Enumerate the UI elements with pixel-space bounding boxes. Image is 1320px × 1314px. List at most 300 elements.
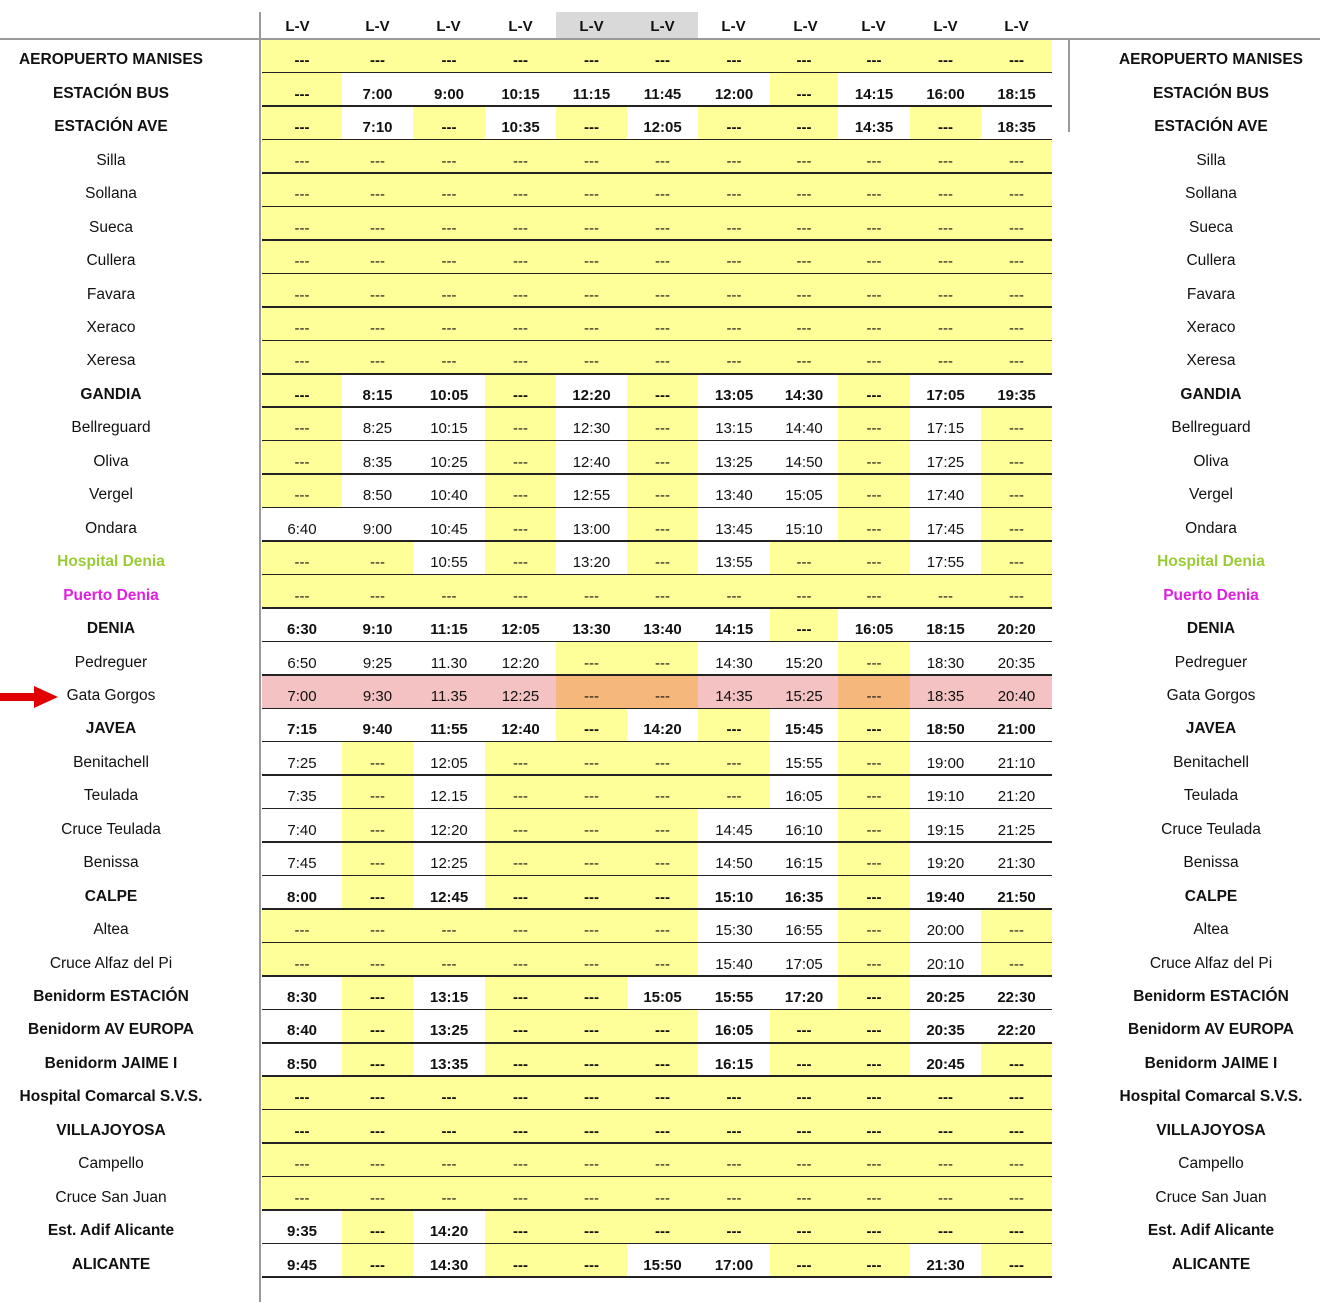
time-cell: --- xyxy=(485,441,556,474)
stop-name-left: Xeraco xyxy=(86,319,136,337)
stop-name-left: ESTACIÓN BUS xyxy=(53,84,169,102)
time-cell: --- xyxy=(342,308,413,341)
time-cell: 19:20 xyxy=(910,843,981,876)
time-cell: 14:35 xyxy=(698,676,770,709)
time-cell: --- xyxy=(698,1177,770,1210)
time-cell: --- xyxy=(838,408,910,441)
time-cell: --- xyxy=(627,1144,698,1177)
time-cell: 16:00 xyxy=(910,73,981,106)
time-cell: --- xyxy=(485,1044,556,1077)
time-cell: --- xyxy=(342,575,413,608)
time-cell: --- xyxy=(413,910,485,943)
time-cell: --- xyxy=(556,876,627,909)
time-cell: --- xyxy=(770,73,838,106)
time-cell: --- xyxy=(910,1211,981,1244)
time-cell: --- xyxy=(627,1044,698,1077)
time-cell: --- xyxy=(342,1044,413,1077)
stop-name-left: Altea xyxy=(93,921,129,939)
time-cell: 15:50 xyxy=(627,1244,698,1277)
stop-name-right: GANDIA xyxy=(1180,385,1242,403)
time-cell: --- xyxy=(770,308,838,341)
stop-name-right: CALPE xyxy=(1184,887,1238,905)
time-cell: --- xyxy=(342,1110,413,1143)
stop-name-left: Xeresa xyxy=(86,352,136,370)
stop-name-left: Benidorm JAIME I xyxy=(44,1054,178,1072)
time-cell: --- xyxy=(262,475,342,508)
stop-name-left: Benitachell xyxy=(73,753,149,771)
time-cell: --- xyxy=(698,40,770,73)
time-cell: --- xyxy=(838,1110,910,1143)
time-cell: --- xyxy=(910,1144,981,1177)
stop-name-right: Hospital Comarcal S.V.S. xyxy=(1119,1088,1303,1106)
time-cell: --- xyxy=(262,40,342,73)
time-cell: --- xyxy=(262,910,342,943)
time-cell: --- xyxy=(262,1144,342,1177)
time-cell: --- xyxy=(981,1077,1052,1110)
time-cell: 16:05 xyxy=(770,776,838,809)
time-cell: --- xyxy=(838,843,910,876)
time-cell: --- xyxy=(556,274,627,307)
time-cell: --- xyxy=(556,241,627,274)
time-cell: --- xyxy=(485,140,556,173)
time-cell: --- xyxy=(413,107,485,140)
time-cell: --- xyxy=(485,174,556,207)
time-cell: --- xyxy=(838,943,910,976)
time-cell: --- xyxy=(262,308,342,341)
time-cell: --- xyxy=(485,274,556,307)
time-cell: 14:30 xyxy=(770,375,838,408)
stop-name-left: Oliva xyxy=(93,452,129,470)
time-cell: --- xyxy=(698,174,770,207)
stop-name-left: Hospital Denia xyxy=(57,553,165,571)
time-cell: --- xyxy=(485,1110,556,1143)
time-cell: 14:30 xyxy=(698,642,770,675)
stop-name-right: Favara xyxy=(1186,285,1236,303)
time-cell: 13:25 xyxy=(698,441,770,474)
time-cell: --- xyxy=(838,241,910,274)
time-cell: --- xyxy=(485,910,556,943)
time-cell: 7:45 xyxy=(262,843,342,876)
time-cell: 16:55 xyxy=(770,910,838,943)
stop-name-left: Cullera xyxy=(86,252,136,270)
time-cell: 17:20 xyxy=(770,977,838,1010)
time-cell: 13:15 xyxy=(413,977,485,1010)
stop-name-left: ALICANTE xyxy=(71,1255,151,1273)
time-cell: --- xyxy=(838,1144,910,1177)
time-cell: --- xyxy=(981,1211,1052,1244)
stop-name-right: ALICANTE xyxy=(1171,1255,1251,1273)
time-cell: --- xyxy=(698,575,770,608)
time-cell: 7:40 xyxy=(262,809,342,842)
time-cell: 12.15 xyxy=(413,776,485,809)
time-cell: --- xyxy=(262,575,342,608)
stop-name-right: Altea xyxy=(1193,921,1229,939)
time-cell: --- xyxy=(770,1077,838,1110)
time-cell: 9:30 xyxy=(342,676,413,709)
time-cell: --- xyxy=(838,1077,910,1110)
time-cell: --- xyxy=(556,1044,627,1077)
stop-name-right: Benidorm AV EUROPA xyxy=(1128,1021,1294,1039)
time-cell: --- xyxy=(262,241,342,274)
time-cell: 20:20 xyxy=(981,609,1052,642)
time-cell: --- xyxy=(981,174,1052,207)
column-header: L-V xyxy=(436,18,461,35)
time-cell: --- xyxy=(342,1010,413,1043)
time-cell: 7:00 xyxy=(262,676,342,709)
time-cell: 22:30 xyxy=(981,977,1052,1010)
time-cell: --- xyxy=(485,742,556,775)
time-cell: --- xyxy=(342,910,413,943)
time-cell: 17:15 xyxy=(910,408,981,441)
time-cell: --- xyxy=(556,174,627,207)
time-cell: --- xyxy=(698,776,770,809)
time-cell: --- xyxy=(262,107,342,140)
stop-name-right: JAVEA xyxy=(1185,720,1237,738)
time-cell: --- xyxy=(910,308,981,341)
stop-name-right: Campello xyxy=(1178,1155,1244,1173)
time-cell: --- xyxy=(910,1077,981,1110)
time-cell: 12:45 xyxy=(413,876,485,909)
stop-name-left: Teulada xyxy=(83,787,139,805)
time-cell: 6:30 xyxy=(262,609,342,642)
stop-name-left: Vergel xyxy=(89,486,133,504)
time-cell: --- xyxy=(770,274,838,307)
time-cell: --- xyxy=(770,542,838,575)
time-cell: 7:00 xyxy=(342,73,413,106)
time-cell: 15:45 xyxy=(770,709,838,742)
time-cell: --- xyxy=(485,40,556,73)
stop-name-right: Benidorm JAIME I xyxy=(1144,1054,1278,1072)
time-cell: 16:10 xyxy=(770,809,838,842)
time-cell: --- xyxy=(698,274,770,307)
time-cell: 15:05 xyxy=(770,475,838,508)
time-cell: --- xyxy=(698,1211,770,1244)
time-cell: 12:55 xyxy=(556,475,627,508)
time-cell: 14:50 xyxy=(698,843,770,876)
time-cell: --- xyxy=(698,341,770,374)
time-cell: 12:25 xyxy=(485,676,556,709)
time-cell: --- xyxy=(627,1177,698,1210)
time-cell: --- xyxy=(698,742,770,775)
column-header: L-V xyxy=(285,18,310,35)
stop-name-left: Cruce Teulada xyxy=(61,820,161,838)
time-cell: --- xyxy=(981,542,1052,575)
stop-name-left: AEROPUERTO MANISES xyxy=(18,51,204,69)
time-cell: 17:00 xyxy=(698,1244,770,1277)
time-cell: --- xyxy=(262,943,342,976)
stop-name-right: Pedreguer xyxy=(1174,653,1248,671)
time-cell: --- xyxy=(838,341,910,374)
time-cell: 15:55 xyxy=(698,977,770,1010)
time-cell: 7:10 xyxy=(342,107,413,140)
column-header: L-V xyxy=(627,12,698,38)
time-cell: --- xyxy=(413,207,485,240)
time-cell: --- xyxy=(413,943,485,976)
time-cell: --- xyxy=(262,441,342,474)
time-cell: 8:35 xyxy=(342,441,413,474)
time-cell: --- xyxy=(413,1110,485,1143)
time-cell: 16:35 xyxy=(770,876,838,909)
stop-name-right: Puerto Denia xyxy=(1163,586,1259,604)
time-cell: --- xyxy=(627,676,698,709)
time-cell: 17:45 xyxy=(910,508,981,541)
time-cell: 12:30 xyxy=(556,408,627,441)
time-cell: --- xyxy=(981,341,1052,374)
time-cell: --- xyxy=(342,1244,413,1277)
time-cell: 9:45 xyxy=(262,1244,342,1277)
time-cell: --- xyxy=(627,140,698,173)
time-cell: 21:25 xyxy=(981,809,1052,842)
time-cell: --- xyxy=(770,1044,838,1077)
time-cell: --- xyxy=(262,174,342,207)
time-cell: 12:05 xyxy=(413,742,485,775)
time-cell: 13:35 xyxy=(413,1044,485,1077)
time-cell: 14:50 xyxy=(770,441,838,474)
time-cell: --- xyxy=(556,742,627,775)
time-cell: --- xyxy=(838,207,910,240)
time-cell: 21:30 xyxy=(981,843,1052,876)
stop-name-right: Vergel xyxy=(1189,486,1233,504)
time-cell: 15:20 xyxy=(770,642,838,675)
time-cell: --- xyxy=(556,40,627,73)
time-cell: --- xyxy=(981,40,1052,73)
time-cell: --- xyxy=(981,308,1052,341)
time-cell: 18:35 xyxy=(981,107,1052,140)
time-cell: 15:05 xyxy=(627,977,698,1010)
time-cell: --- xyxy=(698,1077,770,1110)
time-cell: --- xyxy=(910,341,981,374)
time-cell: --- xyxy=(838,676,910,709)
time-cell: --- xyxy=(838,977,910,1010)
time-cell: 21:10 xyxy=(981,742,1052,775)
time-cell: --- xyxy=(627,174,698,207)
time-cell: --- xyxy=(556,709,627,742)
time-cell: --- xyxy=(627,475,698,508)
time-cell: --- xyxy=(627,207,698,240)
stop-name-left: Benidorm AV EUROPA xyxy=(28,1021,194,1039)
time-cell: --- xyxy=(627,241,698,274)
stop-name-right: Silla xyxy=(1196,151,1226,169)
time-cell: --- xyxy=(262,73,342,106)
time-cell: 19:10 xyxy=(910,776,981,809)
stop-name-left: Sueca xyxy=(89,218,133,236)
time-cell: 13:40 xyxy=(627,609,698,642)
time-cell: --- xyxy=(627,809,698,842)
time-cell: --- xyxy=(770,174,838,207)
time-cell: --- xyxy=(770,40,838,73)
time-cell: --- xyxy=(342,241,413,274)
time-cell: --- xyxy=(556,676,627,709)
time-cell: --- xyxy=(627,408,698,441)
time-cell: --- xyxy=(627,308,698,341)
stop-name-left: GANDIA xyxy=(80,385,142,403)
time-cell: --- xyxy=(342,876,413,909)
stop-name-left: Bellreguard xyxy=(71,419,151,437)
time-cell: 15:10 xyxy=(698,876,770,909)
time-cell: --- xyxy=(770,1211,838,1244)
time-cell: --- xyxy=(556,1110,627,1143)
time-cell: --- xyxy=(770,1244,838,1277)
time-cell: 13:40 xyxy=(698,475,770,508)
time-cell: 13:30 xyxy=(556,609,627,642)
time-cell: 6:40 xyxy=(262,508,342,541)
time-cell: 13:15 xyxy=(698,408,770,441)
time-cell: 6:50 xyxy=(262,642,342,675)
stop-name-right: ESTACIÓN BUS xyxy=(1153,84,1269,102)
time-cell: --- xyxy=(838,776,910,809)
stop-name-left: VILLAJOYOSA xyxy=(56,1121,166,1139)
time-cell: 8:25 xyxy=(342,408,413,441)
time-cell: 14:45 xyxy=(698,809,770,842)
time-cell: 17:55 xyxy=(910,542,981,575)
time-cell: 14:20 xyxy=(413,1211,485,1244)
time-cell: 20:10 xyxy=(910,943,981,976)
time-cell: 7:15 xyxy=(262,709,342,742)
time-cell: --- xyxy=(910,40,981,73)
time-cell: --- xyxy=(556,1177,627,1210)
time-cell: --- xyxy=(485,776,556,809)
time-cell: --- xyxy=(981,943,1052,976)
time-cell: 10:15 xyxy=(485,73,556,106)
time-cell: --- xyxy=(556,1244,627,1277)
time-cell: --- xyxy=(485,1144,556,1177)
time-cell: --- xyxy=(838,274,910,307)
time-cell: --- xyxy=(627,1077,698,1110)
time-cell: --- xyxy=(342,274,413,307)
time-cell: 13:25 xyxy=(413,1010,485,1043)
time-cell: --- xyxy=(556,575,627,608)
stop-name-right: VILLAJOYOSA xyxy=(1156,1121,1266,1139)
time-cell: --- xyxy=(485,542,556,575)
time-cell: --- xyxy=(413,274,485,307)
time-cell: 8:30 xyxy=(262,977,342,1010)
time-cell: --- xyxy=(262,1077,342,1110)
time-cell: 12:20 xyxy=(556,375,627,408)
time-cell: 12:20 xyxy=(485,642,556,675)
time-cell: --- xyxy=(485,943,556,976)
time-cell: 16:15 xyxy=(698,1044,770,1077)
time-cell: --- xyxy=(556,943,627,976)
time-cell: --- xyxy=(627,642,698,675)
time-cell: --- xyxy=(262,274,342,307)
time-cell: --- xyxy=(770,1010,838,1043)
column-header: L-V xyxy=(933,18,958,35)
time-cell: --- xyxy=(838,1211,910,1244)
time-cell: 17:40 xyxy=(910,475,981,508)
time-cell: --- xyxy=(770,107,838,140)
time-cell: --- xyxy=(838,876,910,909)
stop-name-right: Xeresa xyxy=(1186,352,1236,370)
column-header: L-V xyxy=(861,18,886,35)
time-cell: --- xyxy=(556,642,627,675)
time-cell: 10:45 xyxy=(413,508,485,541)
time-cell: 14:30 xyxy=(413,1244,485,1277)
stop-name-right: Teulada xyxy=(1183,787,1239,805)
stop-name-right: Xeraco xyxy=(1186,319,1236,337)
time-cell: 10:15 xyxy=(413,408,485,441)
time-cell: --- xyxy=(627,1110,698,1143)
stop-name-right: Gata Gorgos xyxy=(1166,686,1256,704)
stop-name-left: DENIA xyxy=(86,620,136,638)
stop-name-right: Bellreguard xyxy=(1171,419,1251,437)
stop-name-right: Hospital Denia xyxy=(1157,553,1265,571)
stop-name-left: Silla xyxy=(96,151,126,169)
time-cell: 18:15 xyxy=(910,609,981,642)
time-cell: --- xyxy=(262,375,342,408)
time-cell: --- xyxy=(770,140,838,173)
time-cell: --- xyxy=(910,1110,981,1143)
time-cell: 18:30 xyxy=(910,642,981,675)
time-cell: 13:20 xyxy=(556,542,627,575)
time-cell: --- xyxy=(556,910,627,943)
stop-name-left: Sollana xyxy=(85,185,137,203)
time-cell: --- xyxy=(838,910,910,943)
time-cell: --- xyxy=(981,475,1052,508)
time-cell: 13:05 xyxy=(698,375,770,408)
stop-name-right: Benissa xyxy=(1183,854,1239,872)
time-cell: 12:05 xyxy=(485,609,556,642)
time-cell: --- xyxy=(627,274,698,307)
time-cell: --- xyxy=(698,1144,770,1177)
stop-name-right: Est. Adif Alicante xyxy=(1147,1222,1275,1240)
time-cell: --- xyxy=(485,308,556,341)
time-cell: --- xyxy=(342,174,413,207)
column-header: L-V xyxy=(721,18,746,35)
time-cell: 9:35 xyxy=(262,1211,342,1244)
time-cell: --- xyxy=(627,375,698,408)
time-cell: --- xyxy=(485,876,556,909)
time-cell: --- xyxy=(413,1077,485,1110)
time-cell: 14:40 xyxy=(770,408,838,441)
time-cell: 14:15 xyxy=(838,73,910,106)
time-cell: --- xyxy=(910,575,981,608)
time-cell: --- xyxy=(342,943,413,976)
time-cell: --- xyxy=(262,207,342,240)
time-cell: 19:00 xyxy=(910,742,981,775)
time-cell: --- xyxy=(342,1211,413,1244)
time-cell: --- xyxy=(981,207,1052,240)
time-cell: 16:05 xyxy=(838,609,910,642)
time-cell: --- xyxy=(485,1077,556,1110)
time-cell: --- xyxy=(556,809,627,842)
time-cell: --- xyxy=(485,207,556,240)
time-cell: 13:55 xyxy=(698,542,770,575)
time-cell: --- xyxy=(770,341,838,374)
stop-name-right: Cruce San Juan xyxy=(1155,1188,1267,1206)
time-cell: --- xyxy=(910,207,981,240)
time-cell: 19:40 xyxy=(910,876,981,909)
time-cell: --- xyxy=(342,1144,413,1177)
table-left-border xyxy=(259,12,261,1302)
time-cell: 22:20 xyxy=(981,1010,1052,1043)
time-cell: 19:15 xyxy=(910,809,981,842)
time-cell: 15:55 xyxy=(770,742,838,775)
time-cell: --- xyxy=(770,207,838,240)
stop-name-left: Campello xyxy=(78,1155,144,1173)
time-cell: --- xyxy=(910,107,981,140)
stop-name-left: Benidorm ESTACIÓN xyxy=(33,988,189,1006)
time-cell: --- xyxy=(413,40,485,73)
stop-name-left: Benissa xyxy=(83,854,139,872)
stop-name-right: Oliva xyxy=(1193,452,1229,470)
time-cell: --- xyxy=(838,1244,910,1277)
stop-name-left: Cruce San Juan xyxy=(55,1188,167,1206)
time-cell: --- xyxy=(770,1177,838,1210)
time-cell: --- xyxy=(556,207,627,240)
time-cell: --- xyxy=(342,40,413,73)
time-cell: --- xyxy=(556,1211,627,1244)
time-cell: --- xyxy=(627,742,698,775)
